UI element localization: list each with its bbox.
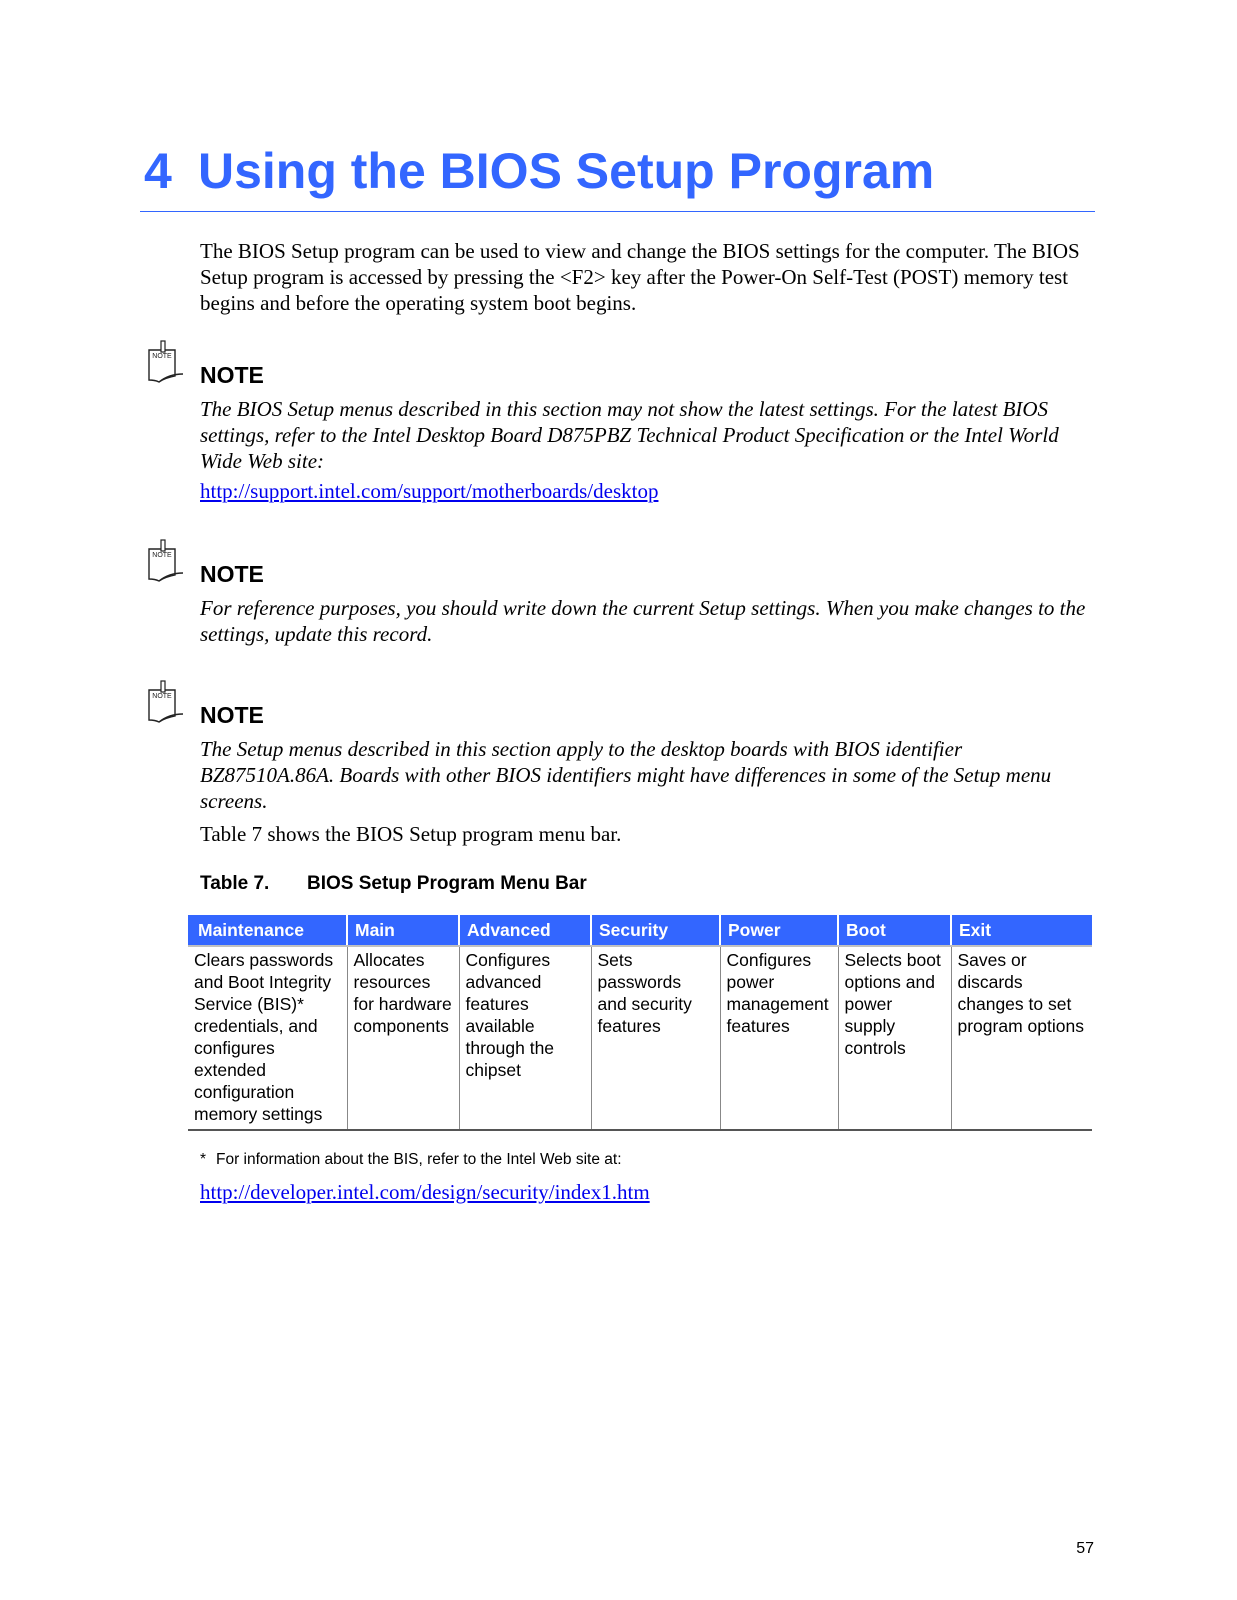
- footnote-marker: *: [200, 1151, 207, 1168]
- svg-text:NOTE: NOTE: [152, 693, 172, 700]
- header-advanced: Advanced: [459, 915, 591, 946]
- header-main: Main: [347, 915, 459, 946]
- header-maintenance: Maintenance: [188, 915, 347, 946]
- title-divider: [140, 211, 1095, 212]
- header-security: Security: [591, 915, 720, 946]
- footnote-text: For information about the BIS, refer to the Intel Web site at:: [216, 1151, 622, 1168]
- cell-advanced: Configures advanced features available through the chipset: [459, 946, 591, 1130]
- footnote: [200, 1151, 622, 1169]
- header-boot: Boot: [838, 915, 951, 946]
- note-icon: [145, 680, 185, 724]
- note-text: For reference purposes, you should write down the current Setup settings. When you make changes to the settings, update this record.: [200, 596, 1086, 646]
- table-number: Table 7.: [200, 873, 270, 894]
- cell-security: Sets passwords and security features: [591, 946, 720, 1130]
- note-icon: [145, 340, 185, 384]
- page-number: 57: [1076, 1540, 1094, 1557]
- note-heading: NOTE: [200, 561, 264, 587]
- intro-paragraph: The BIOS Setup program can be used to view and change the BIOS settings for the computer. The BIOS Setup program is accessed by pressing the <F2> key after the Power-On Self-Test (POST) memory test begins and before the operating system boot begins.: [200, 239, 1080, 315]
- chapter-title-text: Using the BIOS Setup Program: [198, 143, 935, 199]
- table-header-row: [188, 915, 1092, 946]
- note-heading: NOTE: [200, 362, 264, 388]
- note-icon: [145, 539, 185, 583]
- bis-link[interactable]: http://developer.intel.com/design/security/index1.htm: [200, 1180, 650, 1204]
- menu-bar-table: [188, 915, 1092, 1131]
- chapter-number: 4: [144, 143, 172, 199]
- header-exit: Exit: [951, 915, 1092, 946]
- header-power: Power: [720, 915, 838, 946]
- note-heading: NOTE: [200, 702, 264, 728]
- table-reference: Table 7 shows the BIOS Setup program menu bar.: [200, 822, 622, 846]
- chapter-title: [144, 142, 934, 200]
- note-text: The Setup menus described in this section apply to the desktop boards with BIOS identifier BZ87510A.86A. Boards with other BIOS identifiers might have differences in some of the Setup menu screens.: [200, 737, 1052, 813]
- note-text: The BIOS Setup menus described in this section may not show the latest settings. For the latest BIOS settings, refer to the Intel Desktop Board D875PBZ Technical Product Specification or the Intel World Wide Web site:: [200, 397, 1059, 473]
- cell-maintenance: Clears passwords and Boot Integrity Service (BIS)* credentials, and configures extended configuration memory settings: [188, 946, 347, 1130]
- support-link[interactable]: http://support.intel.com/support/motherboards/desktop: [200, 479, 659, 503]
- cell-exit: Saves or discards changes to set program options: [951, 946, 1092, 1130]
- svg-text:NOTE: NOTE: [152, 552, 172, 559]
- table-row: [188, 946, 1092, 1130]
- cell-power: Configures power management features: [720, 946, 838, 1130]
- cell-boot: Selects boot options and power supply controls: [838, 946, 951, 1130]
- svg-text:NOTE: NOTE: [152, 353, 172, 360]
- table-caption-text: BIOS Setup Program Menu Bar: [307, 873, 587, 894]
- cell-main: Allocates resources for hardware components: [347, 946, 459, 1130]
- table-caption: [200, 873, 587, 895]
